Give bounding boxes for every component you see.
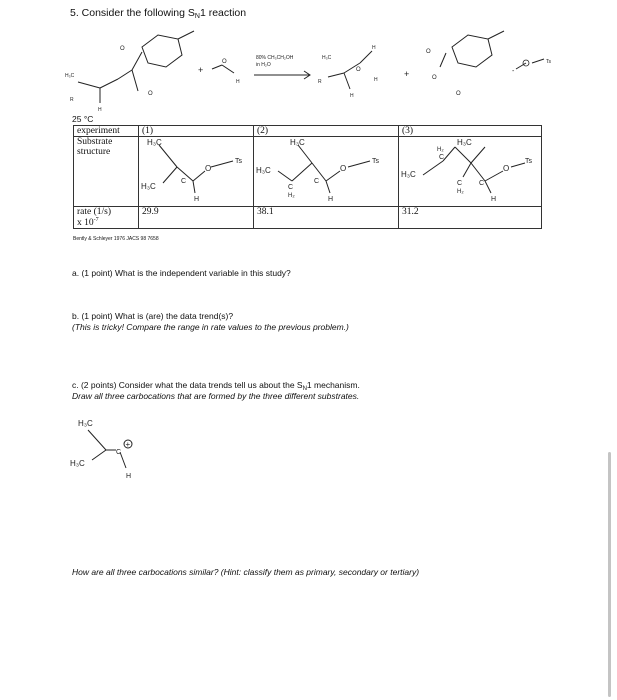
left-bond-1 [78, 82, 100, 88]
cation-h3c-left: H₃C [70, 459, 85, 468]
left-bond-4 [118, 70, 132, 79]
substrate-label-cell [74, 137, 139, 207]
part-c-text: c. (2 points) Consider what the data trends tell us about the S [72, 380, 303, 390]
col-2-header: (2) [254, 126, 399, 137]
table-row [74, 126, 542, 137]
rate-unit [77, 217, 135, 228]
col-3-header: (3) [399, 126, 542, 137]
product-bond-1 [328, 73, 344, 77]
left-methyl-bond [178, 31, 194, 39]
s3-h3c-top: H₃C [457, 138, 472, 147]
s2-h3c-left: H₃C [256, 166, 271, 175]
sn-subscript: N [194, 13, 200, 20]
substrate-rate-table [73, 125, 542, 229]
reagent-line-2: in H₂O [256, 62, 271, 68]
tosylate-bond-3 [532, 59, 544, 63]
s1-h3c-top: H₃C [147, 138, 162, 147]
s3-h2-bottom: H₂ [457, 189, 464, 195]
reaction-scheme [60, 25, 560, 125]
rate-label-cell [74, 207, 139, 229]
cation-h3c-top: H₃C [78, 419, 93, 428]
s2-oxygen: O [340, 164, 347, 173]
minus-sign: - [512, 68, 515, 75]
tosylate-bond-1 [440, 53, 446, 67]
right-methyl-bond [488, 31, 504, 39]
s1-hydrogen: H [194, 196, 200, 203]
part-c-instruction: Draw all three carbocations that are formed by the three different substrates. [72, 391, 360, 401]
reagent-line-1: 80% CH₃CH₂OH [256, 55, 294, 61]
temperature-label: 25 °C [72, 114, 94, 124]
part-b-hint: (This is tricky! Compare the range in rate values to the previous problem.) [72, 322, 349, 332]
carbocation-example [66, 412, 146, 484]
s2-carbon: C [314, 178, 320, 185]
reference-citation: Bently & Schleyer 1976 JACS 98 7658 [73, 236, 159, 242]
question-title [70, 7, 246, 20]
rate-label: rate (1/s) [77, 207, 112, 217]
product-bond-3 [344, 73, 350, 89]
positive-charge-sign: + [125, 440, 131, 449]
s3-oxygen: O [503, 164, 510, 173]
rate-value-2: 38.1 [254, 207, 399, 229]
cation-bond-1 [88, 430, 106, 450]
s2-hydrogen: H [328, 196, 334, 203]
product-o-label: O [356, 67, 361, 73]
left-sulfonyl-o2-label: O [148, 91, 153, 97]
product-oh-h-label: H [374, 77, 378, 83]
product-h-bottom-label: H [350, 93, 354, 99]
left-sulfonyl-o-label: O [120, 46, 125, 52]
part-c-sn-subscript: N [302, 386, 307, 392]
structure-label: structure [77, 147, 111, 157]
plus-sign-2: + [404, 69, 410, 79]
cation-hydrogen: H [126, 473, 132, 480]
table-row [74, 137, 542, 207]
left-h3c-label: H₃C [65, 73, 75, 79]
rate-unit-exponent: -7 [93, 217, 99, 223]
col-1-header: (1) [139, 126, 254, 137]
left-bond-6 [132, 52, 142, 70]
substrate-2-cell [254, 137, 399, 207]
s2-ts: Ts [372, 158, 379, 165]
s2-h3c-top: H₃C [290, 138, 305, 147]
water-o-label: O [222, 59, 227, 65]
substrate-3-cell [399, 137, 542, 207]
right-sulfonyl-o-label: O [426, 49, 431, 55]
right-benzene-ring [452, 35, 492, 67]
water-bond-2 [222, 65, 234, 73]
s1-ts: Ts [235, 158, 242, 165]
s1-oxygen: O [205, 164, 212, 173]
part-b-question: b. (1 point) What is (are) the data trend(s)? [72, 311, 234, 321]
substrate-2-structure [254, 137, 392, 203]
rate-value-1: 29.9 [139, 207, 254, 229]
question-title-suffix: 1 reaction [199, 7, 247, 19]
rate-unit-base: x 10 [77, 218, 94, 229]
experiment-label-cell: experiment [74, 126, 139, 137]
substrate-label: Substrate [77, 137, 113, 147]
plus-sign-1: + [198, 65, 204, 75]
left-bond-3 [100, 79, 118, 88]
s3-h3c-left: H₃C [401, 170, 416, 179]
s3-carbon: C [479, 180, 485, 187]
s3-hydrogen: H [491, 196, 497, 203]
product-h-top-label: H [372, 45, 376, 51]
substrate-1-structure [139, 137, 247, 203]
final-question: How are all three carbocations similar? (Hint: classify them as primary, secondary or tertiary) [72, 567, 420, 577]
s3-carbon-ch2-top: C [439, 154, 445, 161]
product-bond-4 [360, 51, 372, 63]
vertical-scrollbar[interactable] [608, 452, 611, 697]
s1-h3c-bottom: H₃C [141, 182, 156, 191]
product-r-label: R [318, 79, 322, 85]
s1-carbon: C [181, 178, 187, 185]
cation-carbon: C [116, 449, 122, 456]
water-bond-1 [212, 65, 222, 69]
water-h-label: H [236, 79, 240, 85]
question-title-text: 5. Consider the following S [70, 7, 195, 19]
s3-carbon-ch2-bottom: C [457, 180, 463, 187]
table-row [74, 207, 542, 229]
part-c-text-suffix: 1 mechanism. [306, 380, 360, 390]
right-o-label: O [432, 75, 437, 81]
cation-bond-2 [92, 450, 106, 460]
rate-value-3: 31.2 [399, 207, 542, 229]
product-h3c-label: H₃C [322, 55, 332, 61]
left-benzene-ring [142, 35, 182, 67]
left-h-label: H [98, 107, 102, 113]
right-sulfonyl-o2-label: O [456, 91, 461, 97]
part-a-question: a. (1 point) What is the independent variable in this study? [72, 268, 291, 278]
left-bond-5 [132, 70, 138, 91]
substrate-3-structure [399, 137, 535, 203]
left-r-label: R [70, 97, 74, 103]
s2-h2: H₂ [288, 193, 295, 199]
substrate-1-cell [139, 137, 254, 207]
s3-h2-top: H₂ [437, 147, 444, 153]
s3-ts: Ts [525, 158, 532, 165]
tosylate-ts-label: Ts [546, 59, 551, 65]
s2-carbon-ch2: C [288, 184, 294, 191]
